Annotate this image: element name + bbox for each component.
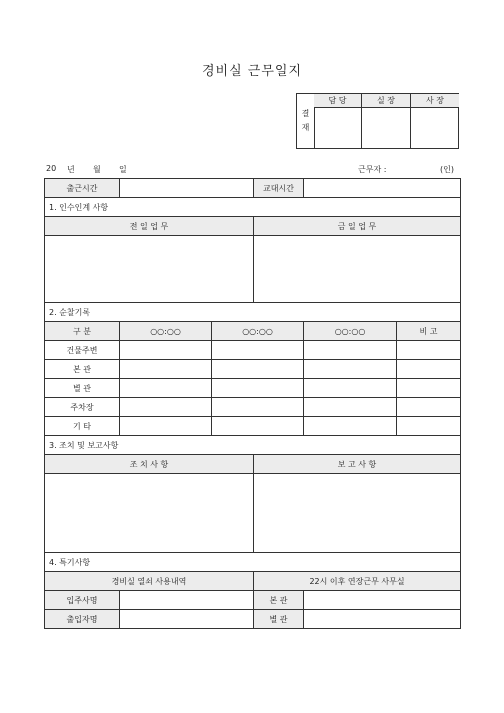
shift-time-label: 교대시간	[254, 179, 304, 198]
patrol-cell[interactable]	[120, 398, 212, 417]
tenant-name-label: 입주사명	[45, 591, 120, 610]
table-row	[45, 591, 461, 610]
patrol-header-type: 구 분	[45, 322, 120, 341]
seal-label: (인)	[440, 165, 454, 174]
patrol-cell[interactable]	[397, 360, 461, 379]
section1-title: 1. 인수인계 사항	[45, 198, 461, 217]
patrol-cell[interactable]	[304, 341, 397, 360]
overtime-office-header: 22시 이후 연장근무 사무실	[254, 572, 461, 591]
patrol-row-label: 별 관	[45, 379, 120, 398]
patrol-row-label: 건물주변	[45, 341, 120, 360]
date-year-label: 년	[67, 165, 75, 174]
annex-building-field[interactable]	[304, 610, 461, 629]
tenant-name-field[interactable]	[120, 591, 254, 610]
patrol-cell[interactable]	[397, 417, 461, 436]
key-usage-header: 경비실 열쇠 사용내역	[45, 572, 254, 591]
worker-label: 근무자 :	[358, 165, 387, 174]
page-title: 경비실 근무일지	[201, 64, 303, 79]
table-row	[45, 360, 461, 379]
patrol-cell[interactable]	[212, 398, 304, 417]
patrol-cell[interactable]	[120, 379, 212, 398]
log-form-table	[44, 178, 461, 629]
prev-work-field[interactable]	[45, 236, 254, 303]
approval-label: 결 재	[297, 94, 315, 148]
patrol-row-label: 본 관	[45, 360, 120, 379]
table-row	[45, 417, 461, 436]
start-time-label: 출근시간	[45, 179, 120, 198]
table-row	[45, 610, 461, 629]
patrol-cell[interactable]	[304, 360, 397, 379]
action-field[interactable]	[45, 474, 254, 553]
patrol-cell[interactable]	[212, 341, 304, 360]
date-day-label: 일	[119, 165, 127, 174]
patrol-cell[interactable]	[397, 341, 461, 360]
patrol-header-note: 비 고	[397, 322, 461, 341]
main-building-label: 본 관	[254, 591, 304, 610]
patrol-cell[interactable]	[212, 360, 304, 379]
patrol-cell[interactable]	[120, 360, 212, 379]
patrol-cell[interactable]	[304, 379, 397, 398]
section3-title: 3. 조치 및 보고사항	[45, 436, 461, 455]
action-header: 조 치 사 항	[45, 455, 254, 474]
patrol-cell[interactable]	[120, 417, 212, 436]
patrol-cell[interactable]	[304, 398, 397, 417]
date-year: 20	[46, 164, 57, 173]
approval-box	[296, 93, 459, 149]
patrol-cell[interactable]	[212, 417, 304, 436]
patrol-cell[interactable]	[397, 398, 461, 417]
date-month-label: 월	[93, 165, 101, 174]
patrol-cell[interactable]	[304, 417, 397, 436]
patrol-header-time3: ○○:○○	[304, 322, 397, 341]
approval-col-manager: 담 당	[314, 94, 362, 148]
section4-title: 4. 특기사항	[45, 553, 461, 572]
patrol-header-time2: ○○:○○	[212, 322, 304, 341]
today-work-header: 금 일 업 무	[254, 217, 461, 236]
section2-title: 2. 순찰기록	[45, 303, 461, 322]
start-time-field[interactable]	[120, 179, 254, 198]
table-row	[45, 379, 461, 398]
patrol-cell[interactable]	[397, 379, 461, 398]
table-row	[45, 398, 461, 417]
patrol-row-label: 기 타	[45, 417, 120, 436]
annex-building-label: 별 관	[254, 610, 304, 629]
approval-col-president: 사 장	[411, 94, 459, 148]
patrol-header-time1: ○○:○○	[120, 322, 212, 341]
report-header: 보 고 사 항	[254, 455, 461, 474]
approval-col-director: 실 장	[362, 94, 411, 148]
patrol-row-label: 주차장	[45, 398, 120, 417]
today-work-field[interactable]	[254, 236, 461, 303]
table-row	[45, 341, 461, 360]
patrol-cell[interactable]	[120, 341, 212, 360]
prev-work-header: 전 일 업 무	[45, 217, 254, 236]
visitor-name-field[interactable]	[120, 610, 254, 629]
visitor-name-label: 출입자명	[45, 610, 120, 629]
patrol-cell[interactable]	[212, 379, 304, 398]
report-field[interactable]	[254, 474, 461, 553]
main-building-field[interactable]	[304, 591, 461, 610]
shift-time-field[interactable]	[304, 179, 461, 198]
